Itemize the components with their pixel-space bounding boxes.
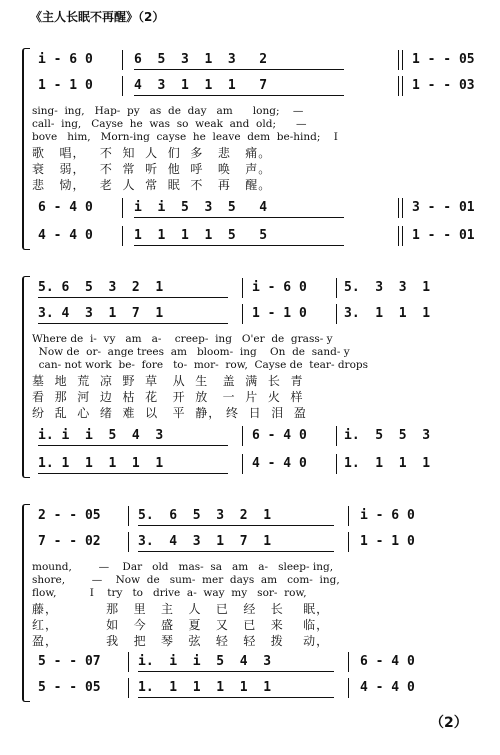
lyric-line-cn: 衰 弱， 不 常 听 他 呼 唤 声。 — [32, 162, 272, 176]
system-brace — [22, 48, 30, 250]
barline — [348, 506, 349, 526]
staff-row — [30, 680, 468, 700]
barline — [398, 198, 399, 218]
barline — [336, 426, 337, 446]
measure: 6 5 3 1 3 2 — [134, 52, 268, 67]
lyric-line-cn: 墓 地 荒 凉 野 草 从 生 盖 满 长 青 — [32, 374, 304, 388]
barline — [122, 50, 123, 70]
measure: 1 - - 01 — [412, 228, 475, 243]
staff-row — [30, 280, 468, 300]
measure: 1. 1 1 1 — [344, 456, 431, 471]
score-system-2 — [22, 268, 468, 488]
measure: 6 - 4 0 — [360, 654, 415, 669]
measure: i. i i 5 4 3 — [38, 428, 164, 443]
barline — [348, 678, 349, 698]
measure: i - 6 0 — [252, 280, 307, 295]
barline — [128, 652, 129, 672]
beam-line — [134, 95, 344, 96]
beam-line — [38, 323, 228, 324]
measure: 5. 6 5 3 2 1 — [138, 508, 272, 523]
barline — [348, 532, 349, 552]
measure: 4 - 4 0 — [252, 456, 307, 471]
measure: 6 - 4 0 — [38, 200, 93, 215]
lyric-line-en: can- not work be- fore to- mor- row, Cayse de tear- drops — [32, 359, 369, 371]
measure: 1 - - 03 — [412, 78, 475, 93]
staff-row — [30, 534, 468, 554]
staff-row — [30, 428, 468, 448]
barline — [402, 50, 403, 70]
measure: 5 - - 07 — [38, 654, 101, 669]
barline — [336, 454, 337, 474]
lyric-line-cn: 歌 唱， 不 知 人 们 多 悲 痛。 — [32, 146, 272, 160]
barline — [348, 652, 349, 672]
lyric-line-cn: 藤， 那 里 主 人 已 经 长 眠， — [32, 602, 330, 616]
staff-row — [30, 508, 468, 528]
staff-row — [30, 78, 475, 98]
staff-row — [30, 654, 468, 674]
barline — [402, 76, 403, 96]
measure: 5. 3 3 1 — [344, 280, 431, 295]
barline — [122, 76, 123, 96]
measure: 3 - - 01 — [412, 200, 475, 215]
measure: i - 6 0 — [360, 508, 415, 523]
beam-line — [138, 671, 334, 672]
beam-line — [134, 217, 344, 218]
measure: 1 - 1 0 — [252, 306, 307, 321]
lyric-line-cn: 红， 如 今 盛 夏 又 已 来 临， — [32, 618, 330, 632]
staff-row — [30, 456, 468, 476]
measure: 1 - 1 0 — [38, 78, 93, 93]
measure: 6 - 4 0 — [252, 428, 307, 443]
measure: 2 - - 05 — [38, 508, 101, 523]
barline — [122, 198, 123, 218]
barline — [402, 226, 403, 246]
barline — [242, 426, 243, 446]
beam-line — [138, 551, 334, 552]
beam-line — [138, 697, 334, 698]
lyric-line-en: call- ing, Cayse he was so weak and old; — — [32, 118, 307, 130]
barline — [336, 278, 337, 298]
system-brace — [22, 504, 30, 702]
beam-line — [38, 473, 228, 474]
measure: i i 5 3 5 4 — [134, 200, 268, 215]
measure: i. i i 5 4 3 — [138, 654, 272, 669]
barline — [398, 76, 399, 96]
lyric-line-cn: 悲 恸， 老 人 常 眠 不 再 醒。 — [32, 178, 272, 192]
staff-row — [30, 52, 475, 72]
lyric-line-en: Where de i- vy am a- creep- ing O'er de grass- y — [32, 333, 333, 345]
measure: 4 3 1 1 1 7 — [134, 78, 268, 93]
barline — [336, 304, 337, 324]
barline — [242, 454, 243, 474]
lyric-line-en: shore, — Now de sum- mer days am com- ing, — [32, 574, 340, 586]
beam-line — [38, 297, 228, 298]
barline — [122, 226, 123, 246]
measure: 1. 1 1 1 1 1 — [138, 680, 272, 695]
measure: i - 6 0 — [38, 52, 93, 67]
measure: 1. 1 1 1 1 1 — [38, 456, 164, 471]
measure: 3. 4 3 1 7 1 — [138, 534, 272, 549]
barline — [402, 198, 403, 218]
measure: 5 - - 05 — [38, 680, 101, 695]
measure: 4 - 4 0 — [360, 680, 415, 695]
barline — [398, 50, 399, 70]
score-system-1 — [22, 40, 475, 260]
barline — [128, 532, 129, 552]
lyric-line-cn: 看 那 河 边 枯 花 开 放 一 片 火 样 — [32, 390, 304, 404]
barline — [128, 506, 129, 526]
beam-line — [38, 445, 228, 446]
page-number: （2） — [430, 715, 468, 731]
system-brace — [22, 276, 30, 478]
barline — [242, 278, 243, 298]
lyric-line-en: Now de or- ange trees am bloom- ing On de sand- y — [32, 346, 350, 358]
measure: 1 - 1 0 — [360, 534, 415, 549]
measure: 7 - - 02 — [38, 534, 101, 549]
measure: 3. 4 3 1 7 1 — [38, 306, 164, 321]
staff-row — [30, 306, 468, 326]
measure: 5. 6 5 3 2 1 — [38, 280, 164, 295]
measure: 1 1 1 1 5 5 — [134, 228, 268, 243]
measure: 1 - - 05 — [412, 52, 475, 67]
measure: i. 5 5 3 — [344, 428, 431, 443]
beam-line — [138, 525, 334, 526]
measure: 4 - 4 0 — [38, 228, 93, 243]
lyric-line-en: sing- ing, Hap- py as de day am long; — — [32, 105, 304, 117]
lyric-line-en: bove him, Morn-ing cayse he leave dem be-hind; I — [32, 131, 338, 143]
lyric-line-en: flow, I try to drive a- way my sor- row, — [32, 587, 307, 599]
lyric-line-cn: 纷 乱 心 绪 难 以 平 静， 终 日 泪 盈 — [32, 406, 307, 420]
measure: 3. 1 1 1 — [344, 306, 431, 321]
page-title: 《主人长眠不再醒》（2） — [30, 10, 165, 24]
beam-line — [134, 69, 344, 70]
staff-row — [30, 228, 475, 248]
lyric-line-en: mound, — Dar old mas- sa am a- sleep- ing, — [32, 561, 334, 573]
lyric-line-cn: 盈， 我 把 琴 弦 轻 轻 拨 动， — [32, 634, 330, 648]
barline — [128, 678, 129, 698]
barline — [242, 304, 243, 324]
score-system-3 — [22, 496, 468, 706]
beam-line — [134, 245, 344, 246]
barline — [398, 226, 399, 246]
staff-row — [30, 200, 475, 220]
